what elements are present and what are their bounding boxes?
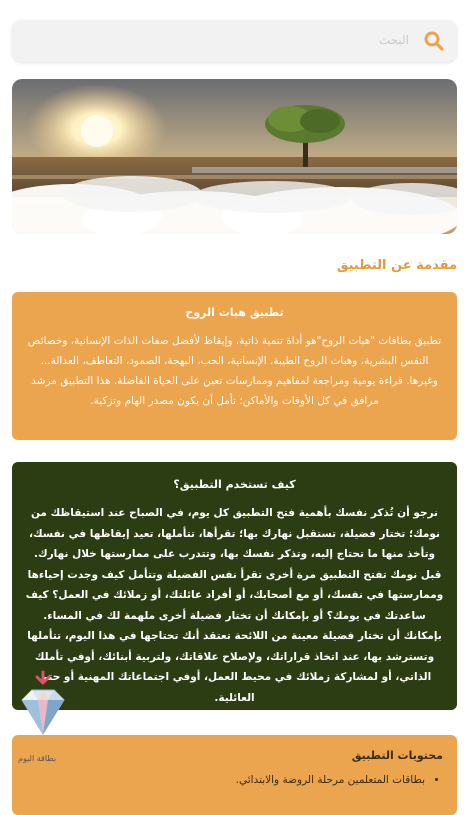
daily-card-button[interactable] — [12, 668, 74, 748]
how-to-use-card — [12, 462, 457, 710]
intro-card-body: تطبيق بطاقات "هبات الروح"هو أداة تنمية ذاتية، وإيقاظ لأفضل صفات الذات الإنسانية، وخصائص النفس البشرية، وهبات الروح الطيبة. الإنسانية، الحب، البهجة، الصمود، التعاطف، العدالة... وغيرها. قراءة يومية ومراجعة لمفاهيم وممارسات تعين على الحياة الفاضلة. هذا التطبيق مرشد مرافق في كل الأوقات والأماكن؛ نأمل أن يكون مصدر الهام وتزكية. — [27, 335, 442, 407]
diamond-icon — [12, 668, 74, 748]
app-contents-list — [26, 774, 443, 786]
intro-card-title: تطبيق هبات الروح — [185, 306, 284, 319]
daily-card-label[interactable]: بطاقة اليوم — [18, 754, 57, 763]
how-to-use-paragraph-2: قبل نومك تفتح التطبيق مرة أخرى تقرأ نفس الفضيلة وتتأمل كيف وجدت إحياءها وممارستها في نفسك، أو مع أصحابك، أو أفراد عائلتك، أو زملائك في العمل؟ كيف ساعدتك في يومك؟ أو بإمكانك أن تختار فضيلة أخرى ملهمة لك في المساء. — [25, 568, 444, 622]
app-contents-title: محتويات التطبيق — [351, 749, 443, 762]
hero-image — [12, 79, 457, 234]
search-bar[interactable] — [12, 20, 457, 62]
intro-card — [12, 292, 457, 440]
search-input[interactable]: البحث — [378, 33, 409, 47]
how-to-use-title: كيف تستخدم التطبيق؟ — [173, 478, 296, 491]
how-to-use-paragraph-3: بإمكانك أن تختار فضيلة معينة من اللائحة تعتقد أنك تحتاجها في هذا اليوم، تتأملها وتسترشد بها، عند اتخاذ قراراتك، ولإصلاح علاقاتك، ولتربية أبنائك، أوفي تأملك الذاتي، أو لمشاركة زملائك في محيط العمل، أوفي اجتماعاتك المهنية أو حتى العائلية. — [27, 630, 442, 704]
list-item: • بطاقات المتعلمين مرحلة الروضة والابتدائي. — [26, 774, 425, 786]
how-to-use-paragraph-1: نرجو أن تُذكر نفسك بأهمية فتح التطبيق كل يوم، في الصباح عند استيقاظك من نومك؛ تختار فضيلة، تستقبل نهارك بها؛ تقرأها، تتأملها، تعيد إيقاظها في نفسك، وتأخذ منها ما تحتاج إليه، وتذكر نفسك بها، وتتدرب على ممارستها خلال نهارك. — [29, 507, 440, 560]
search-icon[interactable] — [423, 30, 445, 52]
app-contents-card — [12, 735, 457, 815]
hero-landscape-illustration — [12, 79, 457, 234]
intro-section-heading: مقدمة عن التطبيق — [336, 258, 457, 273]
